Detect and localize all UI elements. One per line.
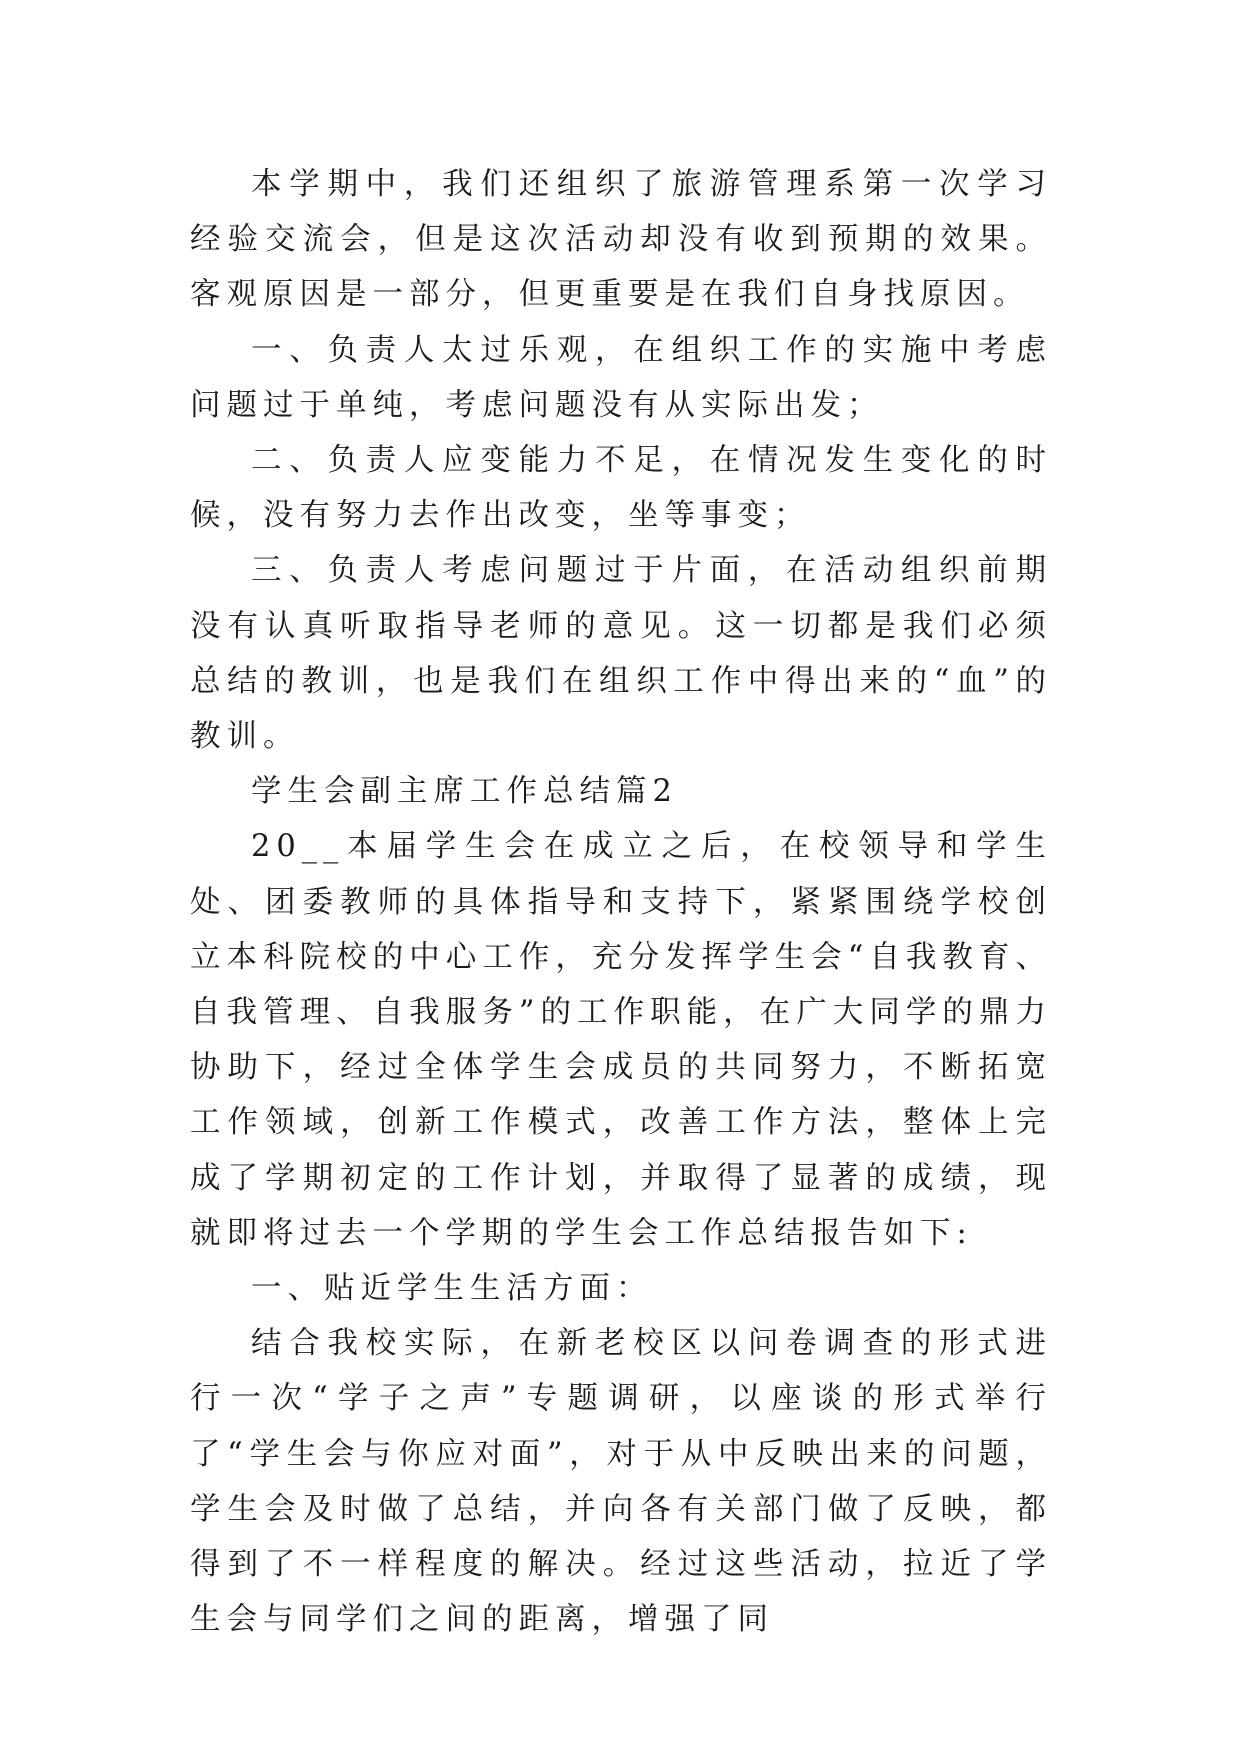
section-heading: 学生会副主席工作总结篇2: [251, 774, 678, 810]
paragraph-reason-2: 二、负责人应变能力不足，在情况发生变化的时候，没有努力去作出改变，坐等事变；: [190, 443, 1052, 534]
paragraph-exchange-meeting: 本学期中，我们还组织了旅游管理系第一次学习经验交流会，但是这次活动却没有收到预期的效果。客观原因是一部分，但更重要是在我们自身找原因。: [190, 167, 1052, 313]
subsection-heading: 一、贴近学生生活方面：: [251, 1271, 653, 1307]
paragraph-reason-1: 一、负责人太过乐观，在组织工作的实施中考虑问题过于单纯，考虑问题没有从实际出发；: [190, 332, 1052, 423]
paragraph-intro: 20__本届学生会在成立之后，在校领导和学生处、团委教师的具体指导和支持下，紧紧围绕学校创立本科院校的中心工作，充分发挥学生会“自我教育、自我管理、自我服务”的工作职能，在广大同学的鼎力协助下，经过全体学生会成员的共同努力，不断拓宽工作领域，创新工作模式，改善工作方法，整体上完成了学期初定的工作计划，并取得了显著的成绩，现就即将过去一个学期的学生会工作总结报告如下:: [190, 829, 1052, 1251]
paragraph-reason-3: 三、负责人考虑问题过于片面，在活动组织前期没有认真听取指导老师的意见。这一切都是我们必须总结的教训，也是我们在组织工作中得出来的“血”的教训。: [190, 553, 1052, 755]
paragraph-survey: 结合我校实际，在新老校区以问卷调查的形式进行一次“学子之声”专题调研，以座谈的形式举行了“学生会与你应对面”，对于从中反映出来的问题，学生会及时做了总结，并向各有关部门做了反映，都得到了不一样程度的解决。经过这些活动，拉近了学生会与同学们之间的距离，增强了同: [190, 1326, 1052, 1638]
document-body: [190, 157, 1052, 1647]
